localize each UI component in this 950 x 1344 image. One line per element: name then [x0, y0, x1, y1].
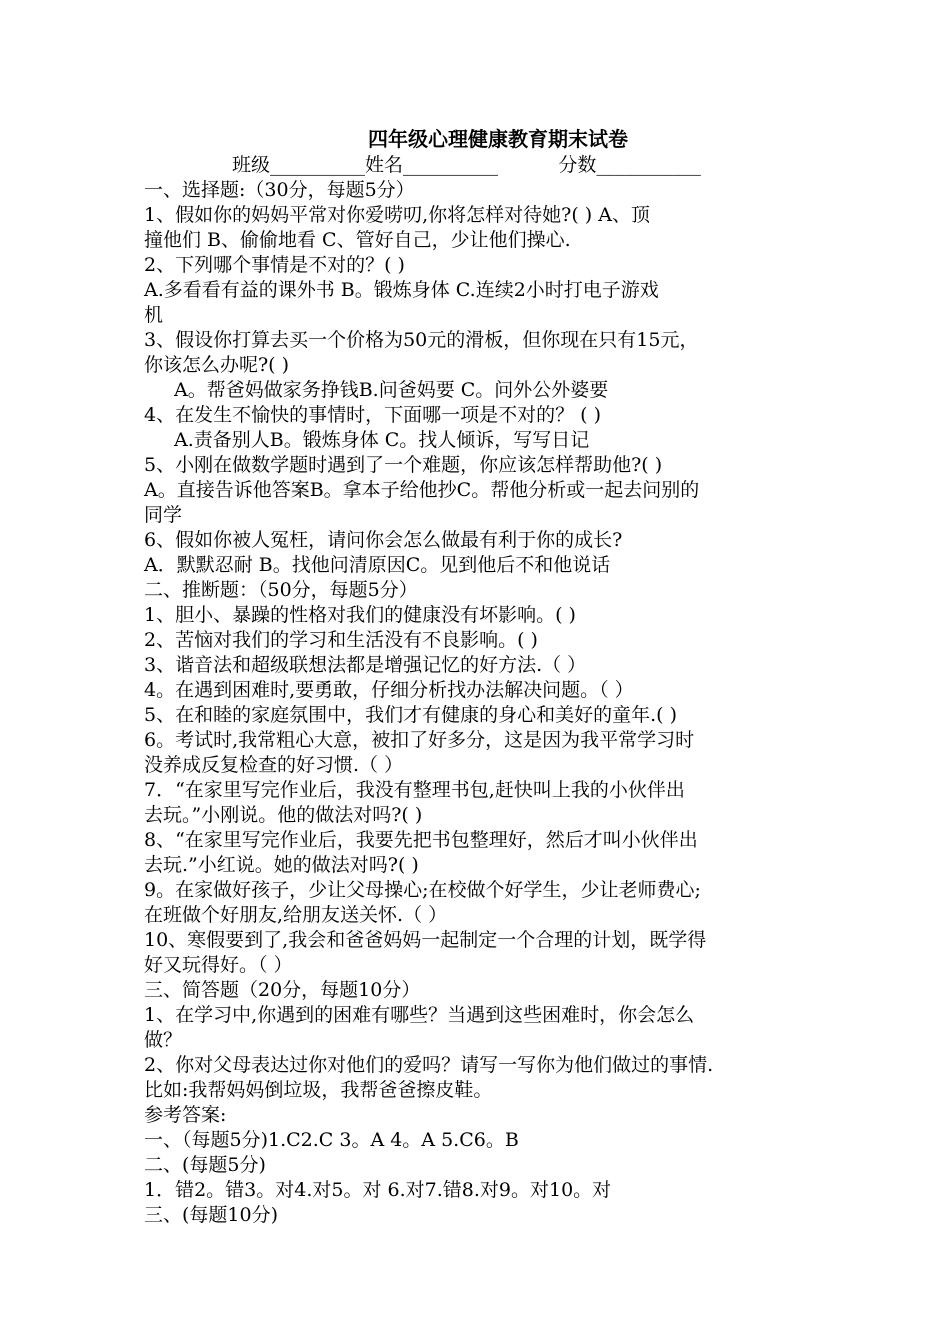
text-line: 三、(每题10分) [144, 1204, 279, 1226]
text-line: 5、在和睦的家庭氛围中，我们才有健康的身心和美好的童年.( ) [144, 704, 677, 726]
text-line: 4、在发生不愉快的事情时，下面哪一项是不对的？ ( ) [144, 404, 601, 426]
question-list [144, 178, 824, 1228]
text-line: 二、推断题：（50分，每题5分） [144, 579, 418, 601]
text-line: 去玩。”小刚说。他的做法对吗?( ) [144, 804, 423, 826]
text-line: 2、你对父母表达过你对他们的爱吗？请写一写你为他们做过的事情. [144, 1054, 714, 1076]
text-line: A.责备别人B。锻炼身体 C。找人倾诉，写写日记 [174, 429, 590, 451]
document-title: 四年级心理健康教育期末试卷 [368, 127, 628, 151]
text-line: 参考答案: [144, 1104, 227, 1126]
text-line: 去玩.”小红说。她的做法对吗?( ) [144, 854, 419, 876]
document-body [144, 126, 824, 1228]
text-line: 1、胆小、暴躁的性格对我们的健康没有坏影响。( ) [144, 604, 576, 626]
text-line: 撞他们 B、偷偷地看 C、管好自己，少让他们操心. [144, 229, 571, 251]
text-line: 8、“在家里写完作业后，我要先把书包整理好，然后才叫小伙伴出 [144, 829, 698, 851]
text-line: 你该怎么办呢?( ) [144, 354, 290, 376]
text-line: 10、寒假要到了,我会和爸爸妈妈一起制定一个合理的计划，既学得 [144, 929, 707, 951]
text-line: 9。在家做好孩子，少让父母操心;在校做个好学生，少让老师费心; [144, 879, 701, 901]
text-line: 6。考试时,我常粗心大意，被扣了好多分，这是因为我平常学习时 [144, 729, 695, 751]
text-line: 在班做个好朋友,给朋友送关怀.（ ） [144, 904, 448, 926]
text-line: A。直接告诉他答案B。拿本子给他抄C。帮他分析或一起去问别的 [144, 479, 700, 501]
text-line: 三、简答题（20分，每题10分） [144, 979, 421, 1001]
text-line: 2、苦恼对我们的学习和生活没有不良影响。( ) [144, 629, 538, 651]
text-line: 7．“在家里写完作业后，我没有整理书包,赶快叫上我的小伙伴出 [144, 779, 685, 801]
text-line: 机 [144, 304, 164, 326]
text-line: 同学 [144, 504, 183, 526]
text-line: A．默默忍耐 B。找他问清原因C。见到他后不和他说话 [144, 554, 611, 576]
text-line: 比如:我帮妈妈倒垃圾，我帮爸爸擦皮鞋。 [144, 1079, 493, 1101]
text-line: 5、小刚在做数学题时遇到了一个难题，你应该怎样帮助他?( ) [144, 454, 663, 476]
text-line: 好又玩得好。（ ） [144, 954, 293, 976]
text-line: 6、假如你被人冤枉，请问你会怎么做最有利于你的成长? [144, 529, 623, 551]
text-line: 1．错2。错3。对4.对5。对 6.对7.错8.对9。对10。对 [144, 1179, 612, 1201]
text-line: 做？ [144, 1029, 183, 1051]
text-line: 3、假设你打算去买一个价格为50元的滑板，但你现在只有15元， [144, 329, 699, 351]
text-line: 一、选择题:（30分，每题5分） [144, 179, 415, 201]
text-line: 2、下列哪个事情是不对的？( ) [144, 254, 405, 276]
text-line: A.多看看有益的课外书 B。锻炼身体 C.连续2小时打电子游戏 [144, 279, 659, 301]
text-line: A。帮爸妈做家务挣钱B.问爸妈要 C。问外公外婆要 [174, 379, 609, 401]
text-line: 4。在遇到困难时,要勇敢，仔细分析找办法解决问题。（ ） [144, 679, 634, 701]
text-line: 3、谐音法和超级联想法都是增强记忆的好方法.（ ） [144, 654, 587, 676]
text-line: 1、在学习中,你遇到的困难有哪些？当遇到这些困难时，你会怎么 [144, 1004, 695, 1026]
text-line: 没养成反复检查的好习惯.（ ） [144, 754, 404, 776]
student-info-fields: 班级__________姓名__________ 分数___________ [232, 154, 701, 176]
text-line: 1、假如你的妈妈平常对你爱唠叨,你将怎样对待她?( ) A、顶 [144, 204, 650, 226]
text-line: 二、(每题5分) [144, 1154, 266, 1176]
text-line: 一、（每题5分)1.C2.C 3。A 4。A 5.C6。B [144, 1129, 519, 1151]
